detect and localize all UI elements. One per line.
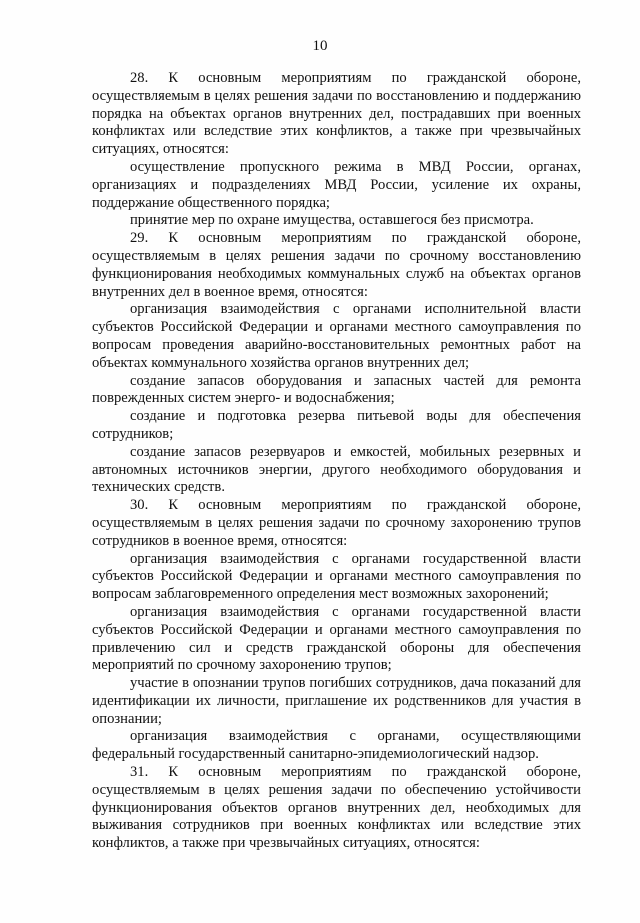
paragraph-29-item-4: создание запасов резервуаров и емкостей, мобильных резервных и автономных источников энергии, другого необходимого оборудования и технических средств. bbox=[92, 443, 581, 496]
paragraph-29-item-1: организация взаимодействия с органами исполнительной власти субъектов Российской Федерации и органами местного самоуправления по вопросам проведения аварийно-восстановительных ремонтных работ на объектах коммунального хозяйства органов внутренних дел; bbox=[92, 301, 581, 371]
paragraph-28-item-1: осуществление пропускного режима в МВД России, органах, организациях и подразделениях МВД России, усиление их охраны, поддержание общественного порядка; bbox=[92, 158, 581, 211]
paragraph-30-item-3: участие в опознании трупов погибших сотрудников, дача показаний для идентификации их личности, приглашение их родственников для участия в опознании; bbox=[92, 675, 581, 727]
paragraph-31-intro: 31. К основным мероприятиям по гражданской обороне, осуществляемым в целях решения задачи по обеспечению устойчивости функционирования объектов органов внутренних дел, необходимых для выживания сотрудников при военных конфликтах или вследствие этих конфликтов, а также при чрезвычайных ситуациях, относятся: bbox=[92, 764, 581, 852]
paragraph-29-item-3: создание и подготовка резерва питьевой воды для обеспечения сотрудников; bbox=[92, 408, 581, 442]
document-body bbox=[92, 70, 581, 853]
paragraph-30-item-4: организация взаимодействия с органами, осуществляющими федеральный государственный санитарно-эпидемиологический надзор. bbox=[92, 728, 581, 763]
paragraph-28-item-2: принятие мер по охране имущества, оставшегося без присмотра. bbox=[130, 212, 534, 229]
paragraph-30-item-2: организация взаимодействия с органами государственной власти субъектов Российской Федерации и органами местного самоуправления по привлечению сил и средств гражданской обороны для обеспечения мероприятий по срочному захоронению трупов; bbox=[92, 603, 581, 674]
page-number: 10 bbox=[312, 38, 328, 54]
paragraph-30-intro: 30. К основным мероприятиям по гражданской обороне, осуществляемым в целях решения задачи по срочному захоронению трупов сотрудников в военное время, относятся: bbox=[92, 497, 581, 549]
paragraph-29-item-2: создание запасов оборудования и запасных частей для ремонта поврежденных систем энерго- и водоснабжения; bbox=[92, 372, 581, 407]
paragraph-30-item-1: организация взаимодействия с органами государственной власти субъектов Российской Федерации и органами местного самоуправления по вопросам заблаговременного определения мест возможных захоронений; bbox=[92, 550, 581, 603]
paragraph-28-intro: 28. К основным мероприятиям по гражданской обороне, осуществляемым в целях решения задачи по восстановлению и поддержанию порядка на объектах органов внутренних дел, пострадавших при военных конфликтах или вследствие этих конфликтов, а также при чрезвычайных ситуациях, относятся: bbox=[92, 70, 581, 158]
paragraph-29-intro: 29. К основным мероприятиям по гражданской обороне, осуществляемым в целях решения задачи по срочному восстановлению функционирования необходимых коммунальных служб на объектах органов внутренних дел в военное время, относятся: bbox=[92, 230, 581, 300]
